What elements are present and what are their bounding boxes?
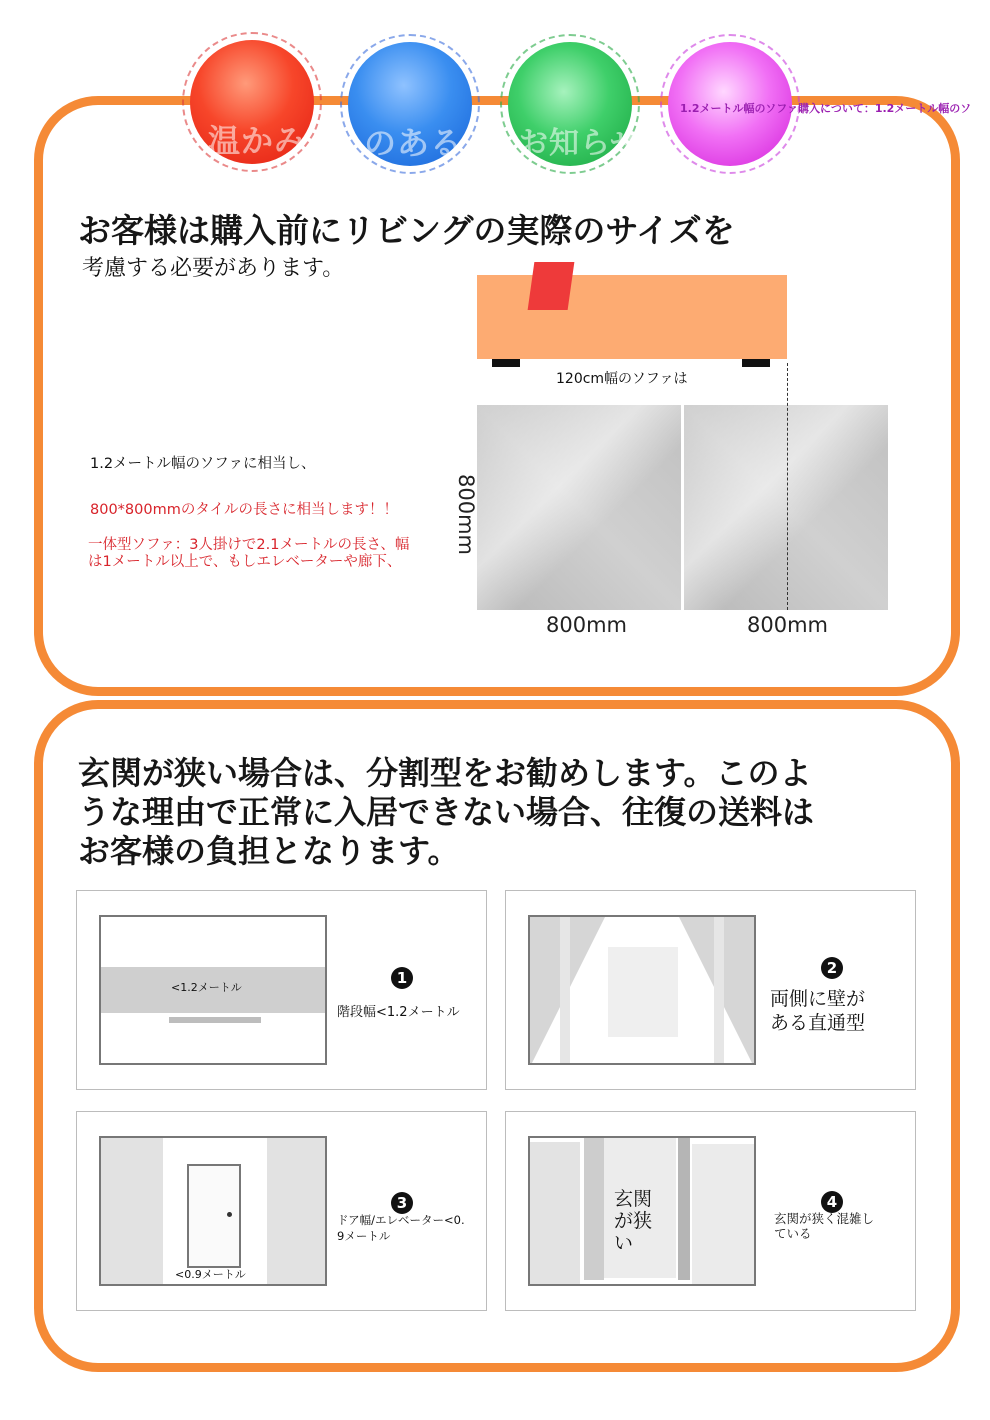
card-number-4: 4	[821, 1191, 843, 1213]
tile-left-width-label: 800mm	[546, 613, 627, 637]
living-size-subheading: 考慮する必要があります。	[82, 256, 345, 281]
title-ball-2-text: のある	[364, 124, 464, 162]
stair-width-illustration	[99, 915, 327, 1065]
narrow-entrance-heading-line3: お客様の負担となります。	[78, 832, 460, 870]
narrow-entrance-illustration	[528, 1136, 756, 1286]
straight-corridor-caption-line2: ある直通型	[770, 1012, 866, 1034]
card-straight-corridor	[505, 890, 916, 1090]
narrow-entrance-heading	[78, 754, 814, 871]
tile-right-width-label: 800mm	[747, 613, 828, 637]
corridor-illustration	[528, 915, 756, 1065]
card-stair-width	[76, 890, 487, 1090]
door-width-caption-line2: 9メートル	[337, 1229, 391, 1243]
card-narrow-entrance	[505, 1111, 916, 1311]
sofa-illustration	[477, 275, 787, 359]
sofa-width-dashed-line	[787, 363, 788, 610]
narrow-entrance-heading-line2: うな理由で正常に入居できない場合、往復の送料は	[78, 793, 815, 831]
stair-width-pic-label: <1.2メートル	[171, 981, 242, 994]
card-number-3: 3	[391, 1192, 413, 1214]
living-size-heading: お客様は購入前にリビングの実際のサイズを	[78, 211, 735, 250]
title-ball-1-text: 温かみ	[208, 122, 308, 160]
stair-width-caption: 階段幅<1.2メートル	[337, 1005, 460, 1020]
narrow-entrance-heading-line1: 玄関が狭い場合は、分割型をお勧めします。このよ	[78, 754, 812, 792]
tile-height-label: 800mm	[454, 474, 478, 555]
card-number-2: 2	[821, 957, 843, 979]
tile-left	[477, 405, 681, 610]
title-ball-2	[340, 34, 480, 174]
narrow-entrance-pic-label	[614, 1188, 652, 1254]
card-door-width	[76, 1111, 487, 1311]
title-ball-1	[182, 32, 322, 172]
note-one-piece-sofa-line2: は1メートル以上で、もしエレベーターや廊下、	[88, 554, 402, 570]
title-ball-3	[500, 34, 640, 174]
door-width-pic-label: <0.9メートル	[175, 1268, 246, 1281]
title-ball-3-text: お知らせ	[518, 126, 642, 161]
title-ball-4-marquee-text: 1.2メートル幅のソファ購入について：1.2メートル幅のソ	[680, 102, 972, 115]
narrow-entrance-caption	[774, 1211, 874, 1241]
narrow-entrance-caption-line2: ている	[774, 1226, 812, 1241]
door-width-caption-line1: ドア幅/エレベーター<0.	[337, 1213, 465, 1227]
door-width-illustration	[99, 1136, 327, 1286]
note-one-piece-sofa-line1: 一体型ソファ：3人掛けで2.1メートルの長さ、幅	[88, 537, 410, 553]
tile-right	[684, 405, 888, 610]
note-sofa-equivalent: 1.2メートル幅のソファに相当し、	[90, 456, 316, 472]
sofa-leg-left	[492, 359, 520, 367]
straight-corridor-caption-line1: 両側に壁が	[770, 988, 866, 1010]
note-one-piece-sofa	[88, 537, 409, 571]
narrow-entrance-pic-label-line2: が狭	[614, 1210, 653, 1232]
sofa-leg-right	[742, 359, 770, 367]
narrow-entrance-pic-label-line1: 玄関	[614, 1188, 653, 1210]
sofa-width-label: 120cm幅のソファは	[556, 371, 688, 387]
narrow-entrance-pic-label-line3: い	[614, 1232, 634, 1254]
narrow-entrance-caption-line1: 玄関が狭く混雑し	[774, 1211, 875, 1226]
sofa-cushion-illustration	[528, 262, 575, 310]
note-tile-equivalent: 800*800mmのタイルの長さに相当します！！	[90, 502, 399, 518]
straight-corridor-caption	[770, 987, 865, 1035]
door-width-caption	[337, 1212, 465, 1244]
card-number-1: 1	[391, 967, 413, 989]
